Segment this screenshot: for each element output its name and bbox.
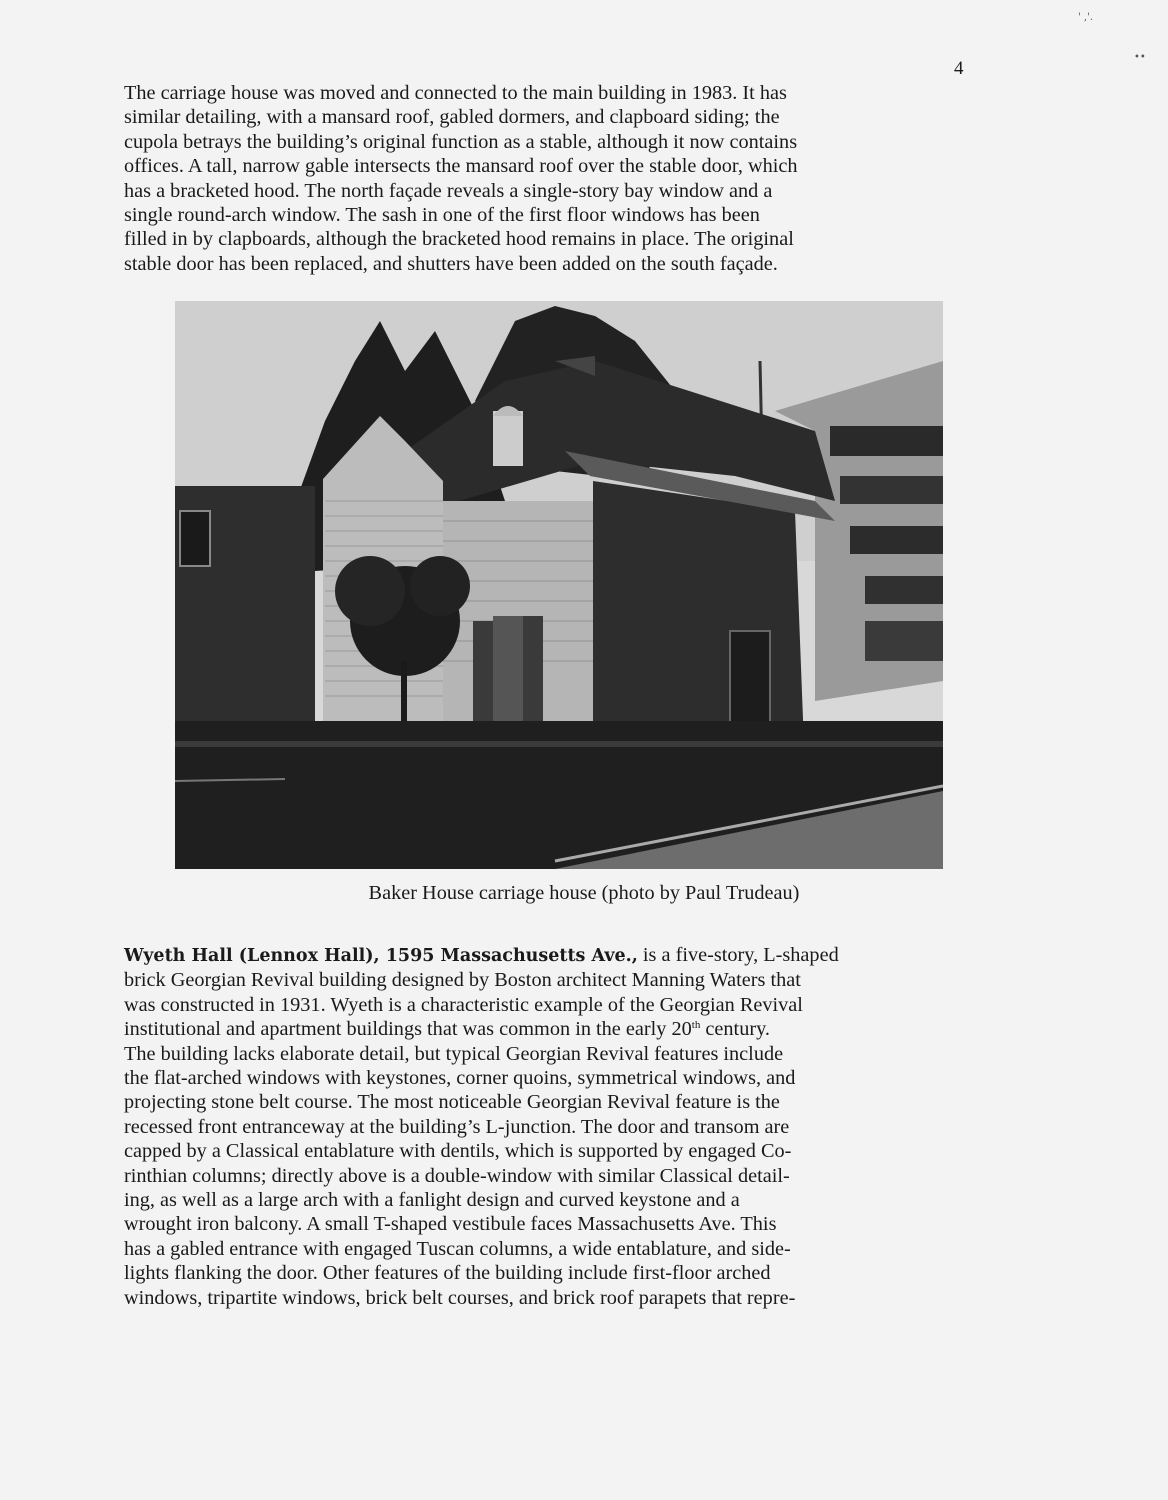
text-line: capped by a Classical entablature with dentils, which is supported by engaged Co- <box>124 1140 792 1163</box>
text-line: ing, as well as a large arch with a fanlight design and curved keystone and a <box>124 1189 740 1212</box>
text-line: cupola betrays the building’s original function as a stable, although it now contains <box>124 130 798 153</box>
text-line: brick Georgian Revival building designed by Boston architect Manning Waters that <box>124 969 801 992</box>
text-line: The carriage house was moved and connected to the main building in 1983. It has <box>124 82 787 104</box>
entry-heading: Wyeth Hall (Lennox Hall), 1595 Massachusetts Ave., <box>124 946 638 966</box>
text-line: has a bracketed hood. The north façade reveals a single-story bay window and a <box>124 179 773 202</box>
text-line: projecting stone belt course. The most noticeable Georgian Revival feature is the <box>124 1091 780 1114</box>
text-line: wrought iron balcony. A small T-shaped vestibule faces Massachusetts Ave. This <box>124 1213 777 1236</box>
text-line: The building lacks elaborate detail, but typical Georgian Revival features include <box>124 1042 784 1065</box>
text-line <box>124 1017 994 1041</box>
paragraph-wyeth-hall <box>124 943 994 1310</box>
text-fragment: is a five-story, L-shaped <box>637 944 839 966</box>
photo-caption: Baker House carriage house (photo by Paul Trudeau) <box>368 882 800 904</box>
text-line: filled in by clapboards, although the bracketed hood remains in place. The original <box>124 228 794 251</box>
carriage-house-photo <box>175 301 943 869</box>
text-line <box>124 943 994 968</box>
text-fragment: century. <box>700 1018 770 1041</box>
text-line: stable door has been replaced, and shutters have been added on the south façade. <box>124 252 778 275</box>
text-line: lights flanking the door. Other features of the building include first-floor arched <box>124 1262 771 1285</box>
paragraph-carriage-house <box>124 81 994 276</box>
text-line: windows, tripartite windows, brick belt courses, and brick roof parapets that repre- <box>124 1286 796 1309</box>
text-fragment: institutional and apartment buildings that was common in the early 20 <box>124 1018 692 1041</box>
text-line: rinthian columns; directly above is a double-window with similar Classical detail- <box>124 1164 790 1187</box>
ordinal-superscript: th <box>691 1019 701 1032</box>
text-line: offices. A tall, narrow gable intersects the mansard roof over the stable door, which <box>124 155 798 178</box>
text-line: single round-arch window. The sash in one of the first floor windows has been <box>124 204 760 227</box>
page-number: 4 <box>954 58 964 79</box>
scan-mark: ' ,'. <box>1078 12 1094 23</box>
text-line: has a gabled entrance with engaged Tuscan columns, a wide entablature, and side- <box>124 1237 791 1260</box>
scan-mark: •• <box>1134 52 1146 63</box>
text-line: similar detailing, with a mansard roof, gabled dormers, and clapboard siding; the <box>124 106 780 129</box>
text-line: the flat-arched windows with keystones, corner quoins, symmetrical windows, and <box>124 1067 796 1090</box>
text-line: was constructed in 1931. Wyeth is a characteristic example of the Georgian Revival <box>124 993 803 1016</box>
text-line: recessed front entranceway at the building’s L-junction. The door and transom are <box>124 1115 790 1138</box>
